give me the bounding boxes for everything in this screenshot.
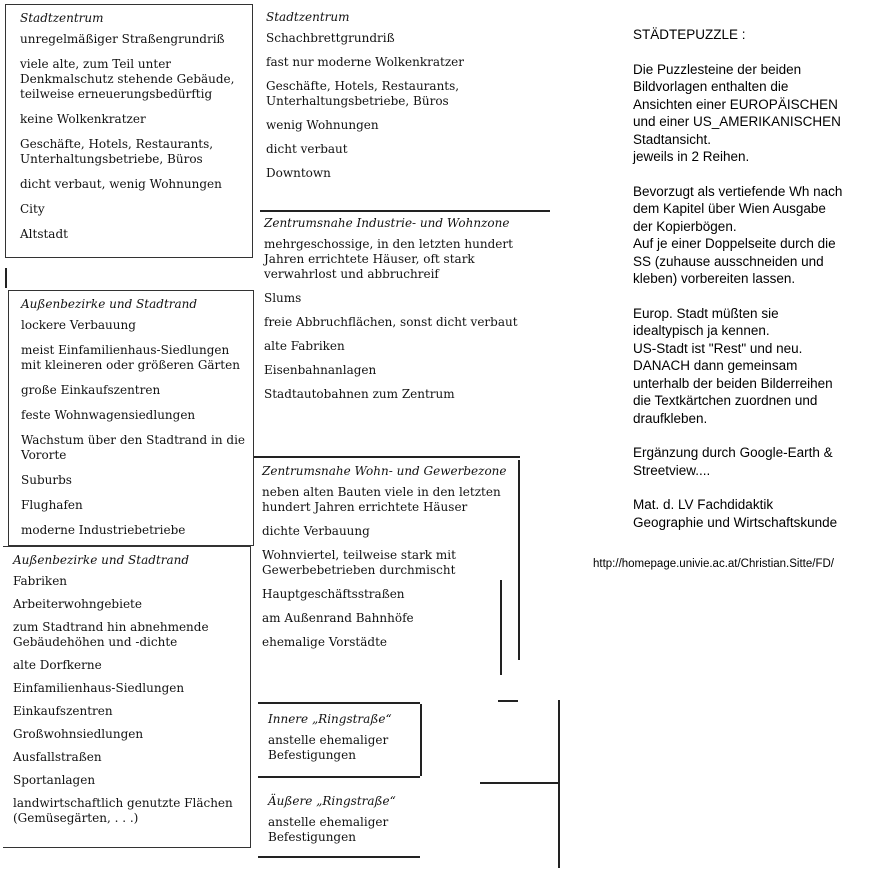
- card-industrie-wohnzone: [252, 210, 550, 450]
- card-item: Wohnviertel, teilweise stark mit Gewerbebetrieben durchmischt: [262, 548, 456, 577]
- card-item: ehemalige Vorstädte: [262, 635, 388, 649]
- card-item: alte Fabriken: [264, 339, 345, 353]
- instructions-heading: STÄDTEPUZZLE :: [633, 27, 746, 42]
- instructions-paragraph: Die Puzzlesteine der beiden Bildvorlagen enthalten die Ansichten einer EUROPÄISCHEN und einer US_AMERIKANISCHEN Stadtansicht. jeweils in 2 Reihen.: [633, 61, 841, 164]
- card-item: anstelle ehemaliger Befestigungen: [268, 733, 389, 762]
- card-item: Suburbs: [21, 473, 72, 487]
- instructions-paragraph: Bevorzugt als vertiefende Wh nach dem Kapitel über Wien Ausgabe der Kopierbögen. Auf je einer Doppelseite durch die SS (zuhause ausschneiden und kleben) vorbereiten lassen.: [633, 183, 843, 286]
- card-item: meist Einfamilienhaus-Siedlungen mit kleineren oder größeren Gärten: [21, 343, 240, 372]
- cut-line: [254, 456, 520, 458]
- card-item: lockere Verbauung: [21, 318, 136, 332]
- instructions-panel: [633, 26, 883, 548]
- card-item: Schachbrettgrundriß: [266, 31, 395, 45]
- card-title: Stadtzentrum: [266, 10, 350, 24]
- card-item: dicht verbaut: [266, 142, 348, 156]
- card-item: zum Stadtrand hin abnehmende Gebäudehöhen und -dichte: [13, 620, 209, 649]
- cut-line: [518, 460, 520, 660]
- card-item: Einkaufszentren: [13, 704, 113, 718]
- cut-line: [258, 776, 420, 778]
- card-item: Geschäfte, Hotels, Restaurants, Unterhaltungsbetriebe, Büros: [266, 79, 460, 108]
- cut-line: [500, 580, 502, 675]
- card-item: Sportanlagen: [13, 773, 96, 787]
- cut-line: [5, 268, 7, 288]
- cut-line: [480, 782, 558, 784]
- card-aussenbezirke-europe: [3, 546, 251, 848]
- card-item: City: [20, 202, 45, 216]
- card-item: Arbeiterwohngebiete: [13, 597, 142, 611]
- card-aeussere-ringstrasse: [258, 788, 420, 858]
- card-item: dicht verbaut, wenig Wohnungen: [20, 177, 222, 191]
- card-item: dichte Verbauung: [262, 524, 370, 538]
- cut-line: [258, 702, 420, 704]
- card-title: Zentrumsnahe Wohn- und Gewerbezone: [262, 464, 507, 478]
- card-item: Downtown: [266, 166, 331, 180]
- card-stadtzentrum-us: [256, 4, 502, 208]
- card-item: feste Wohnwagensiedlungen: [21, 408, 196, 422]
- instructions-paragraph: Europ. Stadt müßten sie idealtypisch ja kennen. US-Stadt ist "Rest" und neu. DANACH dann gemeinsam unterhalb der beiden Bilderreihen die Textkärtchen zuordnen und draufkleben.: [633, 305, 833, 426]
- card-item: alte Dorfkerne: [13, 658, 102, 672]
- card-title: Zentrumsnahe Industrie- und Wohnzone: [264, 216, 510, 230]
- card-innere-ringstrasse: [258, 706, 420, 782]
- card-item: Altstadt: [20, 227, 68, 241]
- card-item: Großwohnsiedlungen: [13, 727, 144, 741]
- card-item: anstelle ehemaliger Befestigungen: [268, 815, 389, 844]
- card-stadtzentrum-europe: [5, 4, 253, 258]
- card-item: Eisenbahnanlagen: [264, 363, 377, 377]
- card-title: Äußere „Ringstraße“: [268, 794, 396, 808]
- card-item: neben alten Bauten viele in den letzten hundert Jahren errichtete Häuser: [262, 485, 501, 514]
- card-title: Außenbezirke und Stadtrand: [13, 553, 190, 567]
- card-item: landwirtschaftlich genutzte Flächen (Gemüsegärten, . . .): [13, 796, 233, 825]
- card-title: Innere „Ringstraße“: [268, 712, 392, 726]
- cut-line: [498, 700, 518, 702]
- card-item: freie Abbruchflächen, sonst dicht verbaut: [264, 315, 518, 329]
- card-item: Stadtautobahnen zum Zentrum: [264, 387, 455, 401]
- card-item: Hauptgeschäftsstraßen: [262, 587, 405, 601]
- card-item: Fabriken: [13, 574, 68, 588]
- card-item: am Außenrand Bahnhöfe: [262, 611, 414, 625]
- cut-line: [260, 210, 550, 212]
- source-url: http://homepage.univie.ac.at/Christian.Sitte/FD/: [593, 558, 834, 570]
- card-item: große Einkaufszentren: [21, 383, 161, 397]
- card-item: mehrgeschossige, in den letzten hundert Jahren errichtete Häuser, oft stark verwahrlost und abbruchreif: [264, 237, 513, 281]
- card-item: Slums: [264, 291, 302, 305]
- card-item: Flughafen: [21, 498, 83, 512]
- card-item: wenig Wohnungen: [266, 118, 379, 132]
- card-item: fast nur moderne Wolkenkratzer: [266, 55, 464, 69]
- cut-line: [258, 856, 420, 858]
- card-item: unregelmäßiger Straßengrundriß: [20, 32, 225, 46]
- card-item: Geschäfte, Hotels, Restaurants, Unterhaltungsbetriebe, Büros: [20, 137, 214, 166]
- card-item: Wachstum über den Stadtrand in die Vororte: [21, 433, 246, 462]
- card-aussenbezirke-us: [8, 290, 254, 546]
- instructions-paragraph: Mat. d. LV Fachdidaktik Geographie und Wirtschaftskunde: [633, 497, 838, 530]
- card-item: keine Wolkenkratzer: [20, 112, 146, 126]
- card-item: moderne Industriebetriebe: [21, 523, 186, 537]
- cut-line: [420, 704, 422, 776]
- card-title: Stadtzentrum: [20, 11, 104, 25]
- card-item: Ausfallstraßen: [13, 750, 102, 764]
- card-item: Einfamilienhaus-Siedlungen: [13, 681, 185, 695]
- card-item: viele alte, zum Teil unter Denkmalschutz stehende Gebäude, teilweise erneuerungsbedürftig: [20, 57, 235, 101]
- instructions-paragraph: Ergänzung durch Google-Earth & Streetview....: [633, 445, 833, 478]
- card-wohn-gewerbezone: [252, 458, 520, 676]
- cut-line: [558, 700, 560, 868]
- card-title: Außenbezirke und Stadtrand: [21, 297, 198, 311]
